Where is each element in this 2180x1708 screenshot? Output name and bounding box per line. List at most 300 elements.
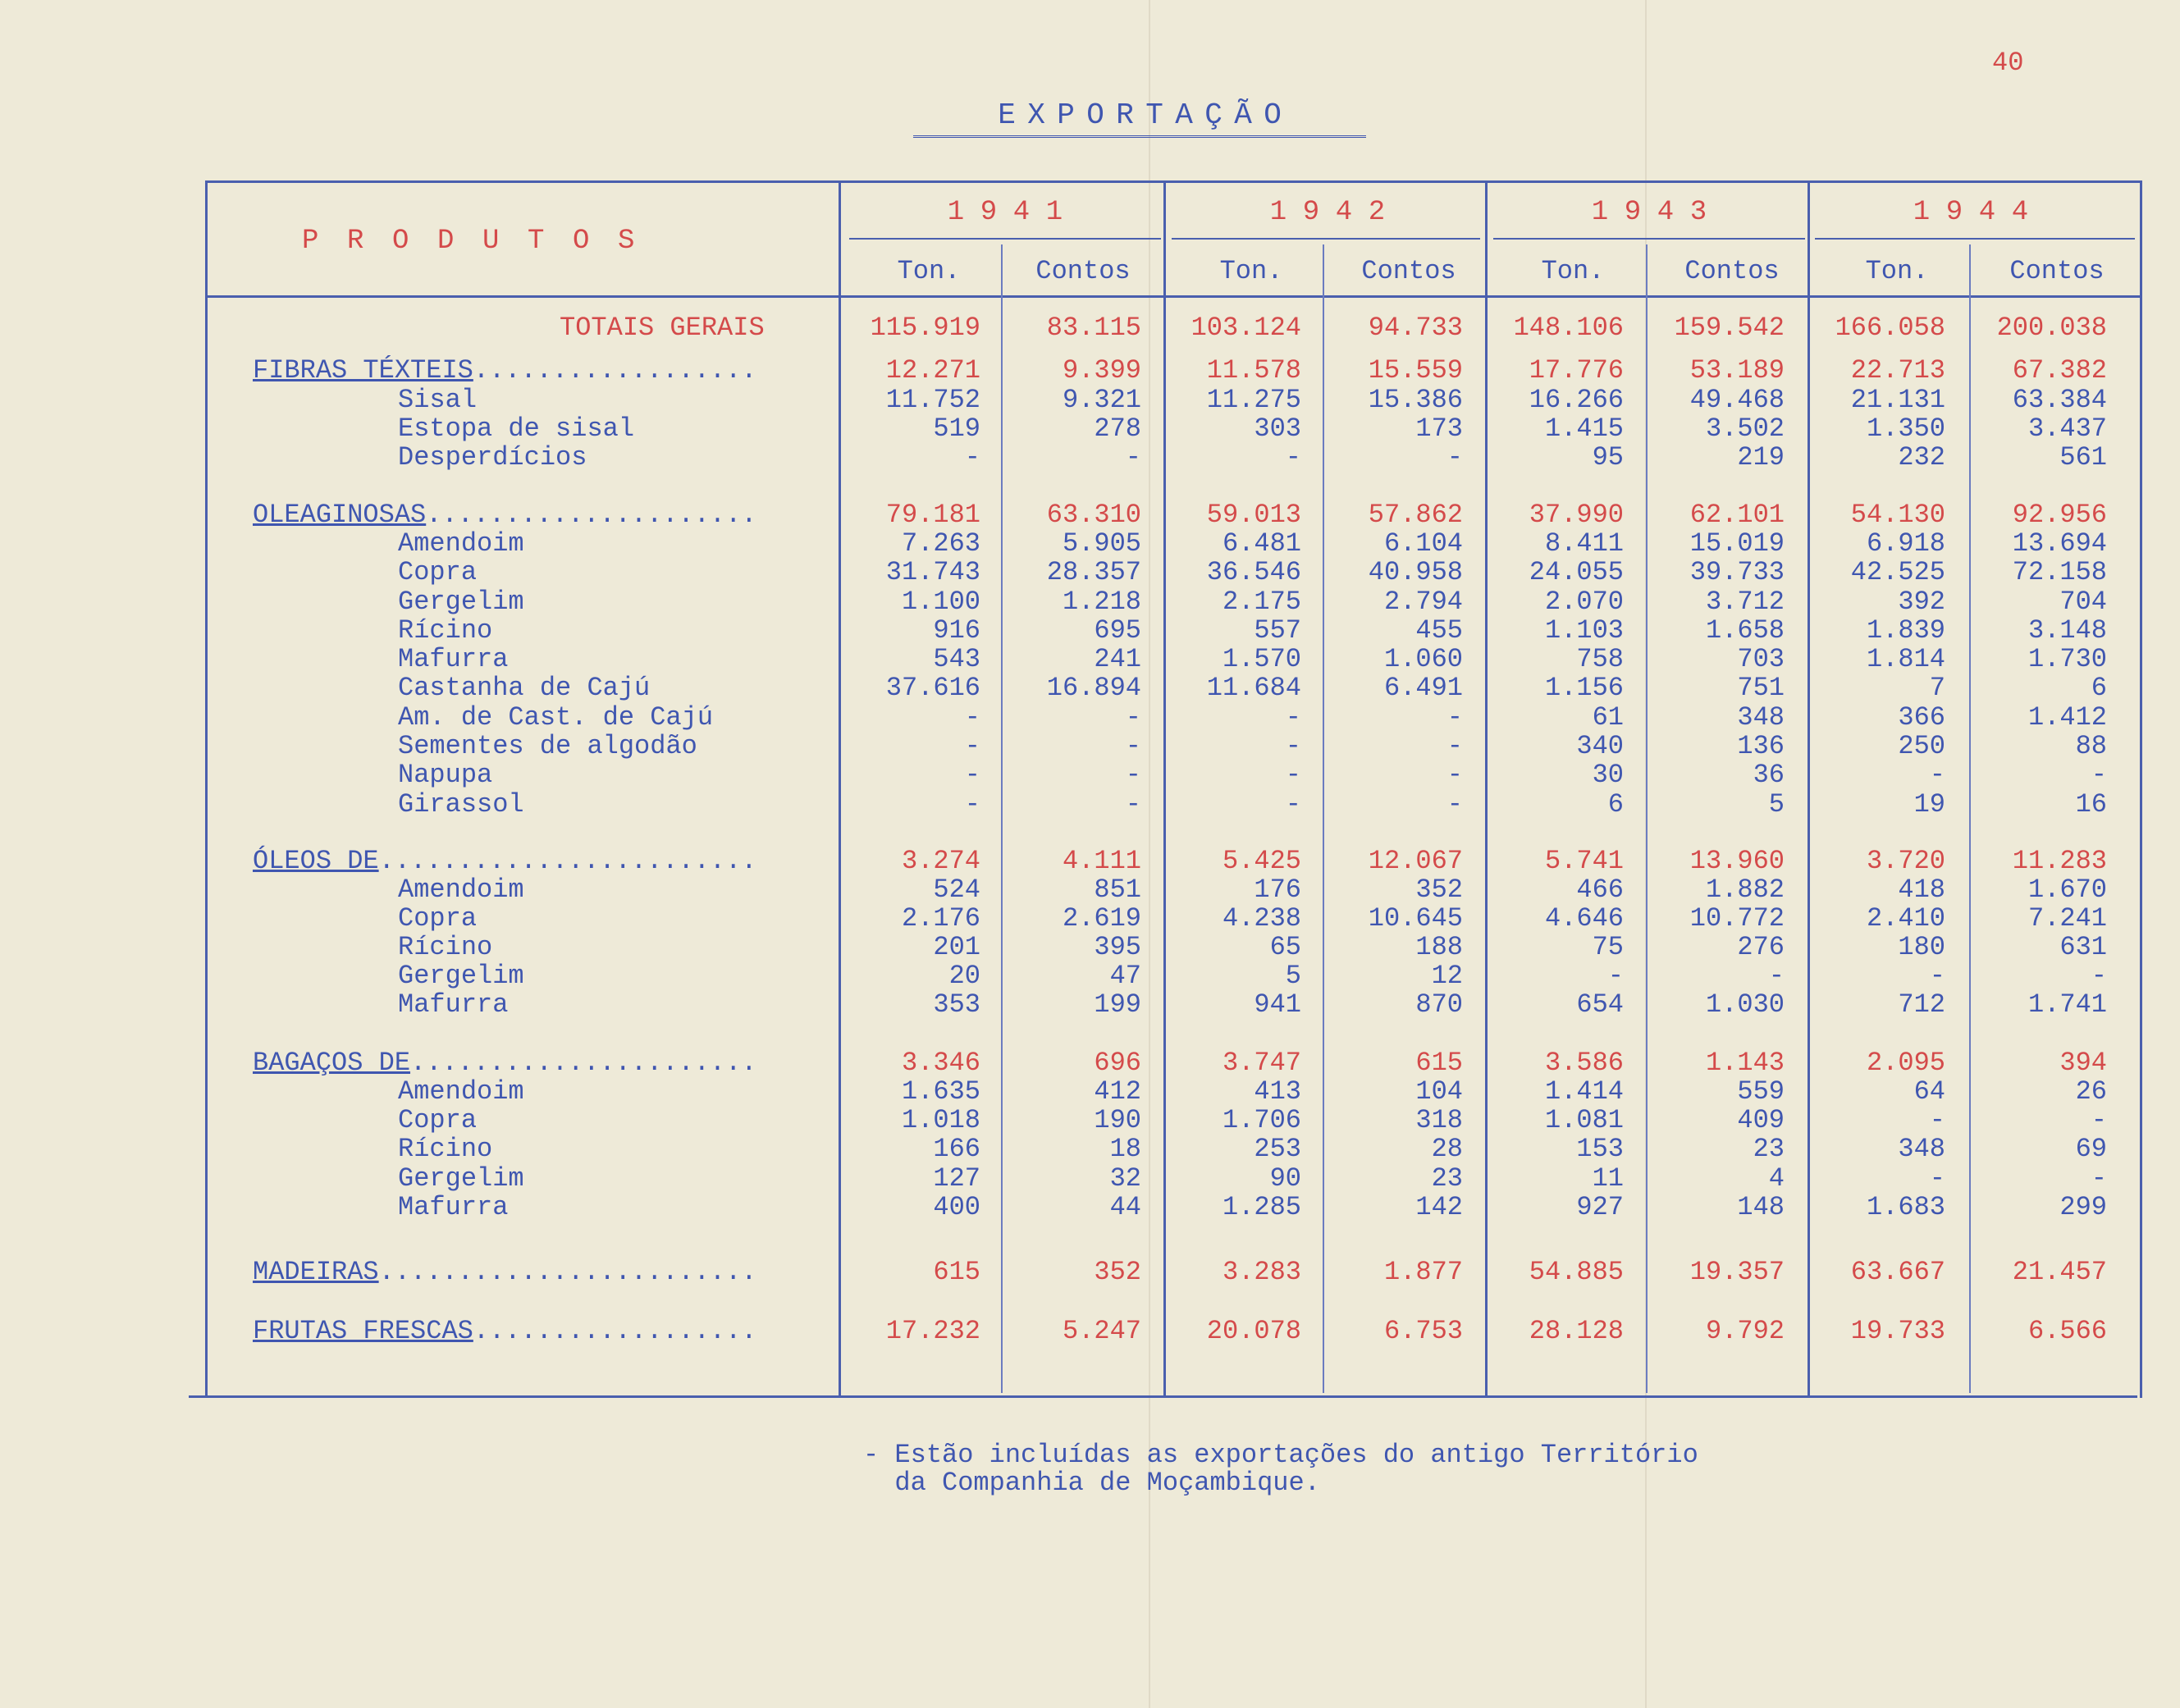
contos-cell: 13.694 <box>2012 528 2107 559</box>
contos-cell: 40.958 <box>1368 557 1463 587</box>
contos-cell: 219 <box>1737 442 1785 473</box>
year-digit: 4 <box>1657 197 1675 228</box>
ton-cell: 466 <box>1576 875 1624 905</box>
ton-cell: 250 <box>1898 731 1945 761</box>
contos-cell: 1.741 <box>2027 989 2107 1020</box>
ton-cell: 366 <box>1898 702 1945 733</box>
ton-cell: 758 <box>1576 644 1624 674</box>
row-label: Copra <box>398 1105 478 1135</box>
contos-cell: 67.382 <box>2012 355 2107 386</box>
row-label: Am. de Cast. de Cajú <box>398 702 714 733</box>
contos-cell: 36 <box>1753 760 1785 790</box>
ton-cell: 353 <box>933 989 980 1020</box>
year-rule-1941 <box>849 238 1161 240</box>
ton-cell: - <box>1929 1163 1945 1194</box>
year-header-1941 <box>849 197 1161 228</box>
ton-cell: - <box>1285 789 1301 820</box>
contos-cell: 7.241 <box>2027 903 2107 934</box>
contos-cell: - <box>1446 702 1463 733</box>
row-label: Copra <box>398 557 478 587</box>
ton-cell: 54.885 <box>1529 1257 1624 1287</box>
table-row <box>0 790 2180 820</box>
ton-header-1942: Ton. <box>1219 256 1283 286</box>
ton-cell: 12.271 <box>885 355 980 386</box>
ton-cell: 543 <box>933 644 980 674</box>
page-number: 40 <box>1992 48 2024 78</box>
ton-cell: 148.106 <box>1513 313 1624 343</box>
contos-cell: 92.956 <box>2012 500 2107 530</box>
contos-cell: 18 <box>1109 1134 1141 1164</box>
group-row <box>0 847 2180 876</box>
leader-dots: .................. <box>473 355 757 386</box>
row-label: Desperdícios <box>398 442 587 473</box>
table-row <box>0 414 2180 444</box>
contos-cell: - <box>2091 1163 2107 1194</box>
header-bottom-rule <box>205 295 2140 298</box>
group-name: FRUTAS FRESCAS <box>253 1316 473 1346</box>
ton-cell: 65 <box>1269 932 1301 962</box>
ton-cell: 1.018 <box>901 1105 980 1135</box>
ton-cell: 3.283 <box>1222 1257 1301 1287</box>
contos-cell: 695 <box>1094 615 1141 646</box>
contos-cell: 1.143 <box>1705 1048 1785 1078</box>
contos-cell: 63.384 <box>2012 385 2107 415</box>
year-digit: 9 <box>1945 197 1963 228</box>
year-digit: 1 <box>947 197 965 228</box>
ton-cell: 79.181 <box>885 500 980 530</box>
contos-header-1942: Contos <box>1361 256 1456 286</box>
row-label <box>253 1317 757 1346</box>
group-row <box>0 1258 2180 1287</box>
row-label <box>253 500 757 530</box>
contos-cell: 94.733 <box>1368 313 1463 343</box>
contos-cell: 136 <box>1737 731 1785 761</box>
ton-cell: - <box>1607 961 1624 991</box>
table-row <box>0 529 2180 559</box>
ton-cell: 103.124 <box>1191 313 1301 343</box>
title-letter: O <box>1086 98 1104 132</box>
ton-cell: 28.128 <box>1529 1316 1624 1346</box>
contos-cell: 1.218 <box>1062 587 1141 617</box>
contos-cell: 3.712 <box>1705 587 1785 617</box>
title-letter: T <box>1145 98 1163 132</box>
ton-cell: 2.070 <box>1544 587 1624 617</box>
row-label: Napupa <box>398 760 493 790</box>
ton-cell: - <box>1929 1105 1945 1135</box>
year-digit: 3 <box>1689 197 1707 228</box>
contos-cell: 1.877 <box>1383 1257 1463 1287</box>
contos-cell: 39.733 <box>1689 557 1785 587</box>
contos-cell: 5 <box>1768 789 1785 820</box>
produtos-letter: U <box>482 226 500 257</box>
contos-cell: - <box>1125 789 1141 820</box>
ton-cell: 3.346 <box>901 1048 980 1078</box>
ton-cell: - <box>1929 961 1945 991</box>
contos-cell: 6 <box>2091 673 2107 703</box>
contos-cell: 148 <box>1737 1192 1785 1222</box>
row-label: Amendoim <box>398 1076 524 1107</box>
table-row <box>0 1164 2180 1194</box>
ton-cell: 11.578 <box>1206 355 1301 386</box>
contos-cell: 3.148 <box>2027 615 2107 646</box>
ton-cell: 21.131 <box>1850 385 1945 415</box>
year-header-1943 <box>1493 197 1805 228</box>
ton-cell: - <box>1285 442 1301 473</box>
row-label: Sisal <box>398 385 478 415</box>
ton-cell: 1.415 <box>1544 413 1624 444</box>
contos-cell: 200.038 <box>1996 313 2107 343</box>
ton-header-1943: Ton. <box>1541 256 1605 286</box>
produtos-letter: O <box>392 226 409 257</box>
ton-cell: 153 <box>1576 1134 1624 1164</box>
contos-cell: 6.491 <box>1383 673 1463 703</box>
contos-cell: 1.412 <box>2027 702 2107 733</box>
year-digit: 4 <box>1978 197 1996 228</box>
contos-cell: 15.386 <box>1368 385 1463 415</box>
ton-cell: 61 <box>1592 702 1624 733</box>
contos-cell: 1.730 <box>2027 644 2107 674</box>
contos-cell: 9.399 <box>1062 355 1141 386</box>
contos-cell: 104 <box>1415 1076 1463 1107</box>
produtos-letter: O <box>573 226 590 257</box>
ton-cell: 1.706 <box>1222 1105 1301 1135</box>
contos-cell: 15.019 <box>1689 528 1785 559</box>
ton-cell: 17.776 <box>1529 355 1624 386</box>
table-row <box>0 1077 2180 1107</box>
leader-dots: ........................ <box>378 1257 757 1287</box>
produtos-letter: T <box>528 226 545 257</box>
contos-cell: 6.104 <box>1383 528 1463 559</box>
group-name: MADEIRAS <box>253 1257 379 1287</box>
contos-cell: 2.794 <box>1383 587 1463 617</box>
year-rule-1944 <box>1815 238 2135 240</box>
contos-cell: 299 <box>2059 1192 2107 1222</box>
ton-cell: 400 <box>933 1192 980 1222</box>
ton-cell: 90 <box>1269 1163 1301 1194</box>
ton-cell: 2.176 <box>901 903 980 934</box>
ton-cell: - <box>964 702 980 733</box>
leader-dots: .................. <box>473 1316 757 1346</box>
ton-cell: - <box>964 789 980 820</box>
year-digit: 4 <box>2011 197 2029 228</box>
contos-cell: 6.566 <box>2027 1316 2107 1346</box>
title-letter: X <box>1027 98 1045 132</box>
ton-cell: 1.285 <box>1222 1192 1301 1222</box>
group-name: BAGAÇOS DE <box>253 1048 411 1078</box>
contos-cell: 44 <box>1109 1192 1141 1222</box>
produtos-header <box>302 226 663 257</box>
ton-cell: 916 <box>933 615 980 646</box>
row-label: Gergelim <box>398 1163 524 1194</box>
ton-cell: 4.646 <box>1544 903 1624 934</box>
group-name: OLEAGINOSAS <box>253 500 427 530</box>
ton-cell: 24.055 <box>1529 557 1624 587</box>
table-row <box>0 1135 2180 1164</box>
contos-cell: 851 <box>1094 875 1141 905</box>
row-label: TOTAIS GERAIS <box>560 313 765 343</box>
title-letter: R <box>1116 98 1134 132</box>
ton-cell: 418 <box>1898 875 1945 905</box>
ton-cell: - <box>964 442 980 473</box>
contos-cell: - <box>1125 731 1141 761</box>
table-row <box>0 732 2180 761</box>
group-name: ÓLEOS DE <box>253 846 379 876</box>
contos-cell: 49.468 <box>1689 385 1785 415</box>
ton-cell: 5.425 <box>1222 846 1301 876</box>
ton-cell: 20.078 <box>1206 1316 1301 1346</box>
contos-cell: 409 <box>1737 1105 1785 1135</box>
contos-cell: 278 <box>1094 413 1141 444</box>
ton-cell: 54.130 <box>1850 500 1945 530</box>
ton-cell: 392 <box>1898 587 1945 617</box>
ton-cell: 75 <box>1592 932 1624 962</box>
contos-header-1944: Contos <box>2009 256 2105 286</box>
ton-cell: 36.546 <box>1206 557 1301 587</box>
footnote <box>863 1441 1698 1497</box>
contos-cell: 188 <box>1415 932 1463 962</box>
contos-cell: 276 <box>1737 932 1785 962</box>
contos-cell: 199 <box>1094 989 1141 1020</box>
ton-cell: 1.839 <box>1866 615 1945 646</box>
table-row <box>0 933 2180 962</box>
ton-cell: 1.414 <box>1544 1076 1624 1107</box>
ton-cell: - <box>1285 702 1301 733</box>
table-row <box>0 674 2180 703</box>
year-rule-1943 <box>1493 238 1805 240</box>
contos-cell: 88 <box>2075 731 2107 761</box>
contos-cell: 57.862 <box>1368 500 1463 530</box>
contos-cell: 696 <box>1094 1048 1141 1078</box>
ton-cell: 524 <box>933 875 980 905</box>
ton-cell: 5 <box>1285 961 1301 991</box>
contos-cell: 352 <box>1094 1257 1141 1287</box>
group-name: FIBRAS TÉXTEIS <box>253 355 473 386</box>
row-label: Amendoim <box>398 875 524 905</box>
contos-cell: 62.101 <box>1689 500 1785 530</box>
contos-cell: 6.753 <box>1383 1316 1463 1346</box>
contos-cell: 47 <box>1109 961 1141 991</box>
contos-cell: 1.882 <box>1705 875 1785 905</box>
contos-cell: 631 <box>2059 932 2107 962</box>
contos-cell: 455 <box>1415 615 1463 646</box>
ton-cell: 30 <box>1592 760 1624 790</box>
row-label: Estopa de sisal <box>398 413 635 444</box>
row-label: Mafurra <box>398 1192 509 1222</box>
ton-cell: 17.232 <box>885 1316 980 1346</box>
ton-cell: 59.013 <box>1206 500 1301 530</box>
row-label: Rícino <box>398 1134 493 1164</box>
title-letter: E <box>998 98 1016 132</box>
ton-cell: 941 <box>1254 989 1301 1020</box>
ton-cell: 201 <box>933 932 980 962</box>
row-label: Mafurra <box>398 989 509 1020</box>
contos-cell: 32 <box>1109 1163 1141 1194</box>
contos-cell: 4.111 <box>1062 846 1141 876</box>
ton-cell: 20 <box>948 961 980 991</box>
ton-cell: 4.238 <box>1222 903 1301 934</box>
contos-cell: 1.670 <box>2027 875 2107 905</box>
contos-cell: 5.247 <box>1062 1316 1141 1346</box>
ton-cell: 2.410 <box>1866 903 1945 934</box>
ton-cell: 63.667 <box>1850 1257 1945 1287</box>
table-row <box>0 1106 2180 1135</box>
contos-cell: 63.310 <box>1046 500 1141 530</box>
contos-header-1941: Contos <box>1035 256 1131 286</box>
row-label <box>253 1258 757 1287</box>
ton-cell: 3.274 <box>901 846 980 876</box>
ton-cell: 519 <box>933 413 980 444</box>
year-digit: 9 <box>1302 197 1320 228</box>
contos-cell: 615 <box>1415 1048 1463 1078</box>
contos-cell: 142 <box>1415 1192 1463 1222</box>
table-row <box>0 760 2180 790</box>
contos-cell: 352 <box>1415 875 1463 905</box>
ton-cell: 1.570 <box>1222 644 1301 674</box>
contos-cell: 72.158 <box>2012 557 2107 587</box>
contos-cell: 13.960 <box>1689 846 1785 876</box>
contos-cell: - <box>1125 702 1141 733</box>
contos-cell: 173 <box>1415 413 1463 444</box>
contos-cell: 21.457 <box>2012 1257 2107 1287</box>
row-label <box>253 1048 757 1078</box>
contos-cell: 10.772 <box>1689 903 1785 934</box>
table-row <box>0 558 2180 587</box>
contos-cell: 190 <box>1094 1105 1141 1135</box>
contos-cell: 2.619 <box>1062 903 1141 934</box>
ton-cell: 42.525 <box>1850 557 1945 587</box>
contos-cell: 1.030 <box>1705 989 1785 1020</box>
table-row <box>0 443 2180 473</box>
contos-cell: 28 <box>1431 1134 1463 1164</box>
contos-cell: 394 <box>2059 1048 2107 1078</box>
ton-cell: 1.100 <box>901 587 980 617</box>
contos-cell: 16 <box>2075 789 2107 820</box>
title-letter: Ã <box>1234 98 1252 132</box>
contos-cell: 9.792 <box>1705 1316 1785 1346</box>
title-letter: Ç <box>1204 98 1223 132</box>
title-letter: P <box>1057 98 1075 132</box>
contos-cell: - <box>2091 760 2107 790</box>
ton-cell: - <box>1929 760 1945 790</box>
ton-cell: 3.747 <box>1222 1048 1301 1078</box>
contos-cell: - <box>2091 1105 2107 1135</box>
produtos-letter: R <box>347 226 364 257</box>
contos-cell: 15.559 <box>1368 355 1463 386</box>
ton-cell: - <box>1285 731 1301 761</box>
contos-cell: 561 <box>2059 442 2107 473</box>
year-digit: 1 <box>1045 197 1063 228</box>
ton-header-1941: Ton. <box>897 256 961 286</box>
ton-cell: 115.919 <box>870 313 980 343</box>
ton-cell: 11.684 <box>1206 673 1301 703</box>
ton-cell: 1.814 <box>1866 644 1945 674</box>
contos-cell: 412 <box>1094 1076 1141 1107</box>
year-header-1942 <box>1172 197 1483 228</box>
ton-cell: 1.103 <box>1544 615 1624 646</box>
row-label: Mafurra <box>398 644 509 674</box>
ton-cell: 348 <box>1898 1134 1945 1164</box>
ton-cell: 180 <box>1898 932 1945 962</box>
table-row <box>0 386 2180 415</box>
ton-cell: 176 <box>1254 875 1301 905</box>
ton-cell: 11.752 <box>885 385 980 415</box>
table-row <box>0 990 2180 1020</box>
row-label: Gergelim <box>398 587 524 617</box>
ton-cell: - <box>1285 760 1301 790</box>
leader-dots: ..................... <box>426 500 757 530</box>
ton-cell: 64 <box>1913 1076 1945 1107</box>
row-label <box>253 847 757 876</box>
contos-cell: - <box>1446 789 1463 820</box>
contos-cell: - <box>2091 961 2107 991</box>
contos-cell: 348 <box>1737 702 1785 733</box>
year-digit: 2 <box>1368 197 1386 228</box>
group-row <box>0 500 2180 530</box>
contos-cell: 4 <box>1768 1163 1785 1194</box>
group-row <box>0 1317 2180 1346</box>
ton-cell: 19.733 <box>1850 1316 1945 1346</box>
year-digit: 1 <box>1913 197 1931 228</box>
year-digit: 1 <box>1591 197 1609 228</box>
ton-cell: 253 <box>1254 1134 1301 1164</box>
ton-cell: 1.350 <box>1866 413 1945 444</box>
ton-cell: 712 <box>1898 989 1945 1020</box>
produtos-letter: D <box>437 226 455 257</box>
ton-cell: 11 <box>1592 1163 1624 1194</box>
year-header-1944 <box>1815 197 2127 228</box>
contos-header-1943: Contos <box>1684 256 1780 286</box>
table-row <box>0 616 2180 646</box>
contos-cell: 16.894 <box>1046 673 1141 703</box>
contos-cell: 703 <box>1737 644 1785 674</box>
year-digit: 4 <box>1335 197 1353 228</box>
contos-cell: - <box>1125 442 1141 473</box>
ton-cell: 19 <box>1913 789 1945 820</box>
group-row <box>0 356 2180 386</box>
produtos-letter: P <box>302 226 319 257</box>
table-row <box>0 645 2180 674</box>
ton-cell: 2.095 <box>1866 1048 1945 1078</box>
title-letter: A <box>1175 98 1193 132</box>
contos-cell: 318 <box>1415 1105 1463 1135</box>
contos-cell: 12 <box>1431 961 1463 991</box>
contos-cell: 3.437 <box>2027 413 2107 444</box>
ton-cell: 340 <box>1576 731 1624 761</box>
ton-cell: 8.411 <box>1544 528 1624 559</box>
ton-cell: 232 <box>1898 442 1945 473</box>
contos-cell: 870 <box>1415 989 1463 1020</box>
table-row <box>0 587 2180 617</box>
year-digit: 1 <box>1269 197 1287 228</box>
contos-cell: 11.283 <box>2012 846 2107 876</box>
contos-cell: 159.542 <box>1674 313 1785 343</box>
year-digit: 9 <box>1624 197 1642 228</box>
contos-cell: 9.321 <box>1062 385 1141 415</box>
contos-cell: 395 <box>1094 932 1141 962</box>
contos-cell: 12.067 <box>1368 846 1463 876</box>
contos-cell: 69 <box>2075 1134 2107 1164</box>
table-bottom-border <box>189 1395 2137 1398</box>
ton-cell: 413 <box>1254 1076 1301 1107</box>
ton-cell: 1.081 <box>1544 1105 1624 1135</box>
ton-cell: 557 <box>1254 615 1301 646</box>
ton-cell: 1.635 <box>901 1076 980 1107</box>
contos-cell: 23 <box>1431 1163 1463 1194</box>
ton-cell: 6.481 <box>1222 528 1301 559</box>
row-label: Sementes de algodão <box>398 731 697 761</box>
ton-cell: 654 <box>1576 989 1624 1020</box>
year-digit: 4 <box>1012 197 1031 228</box>
